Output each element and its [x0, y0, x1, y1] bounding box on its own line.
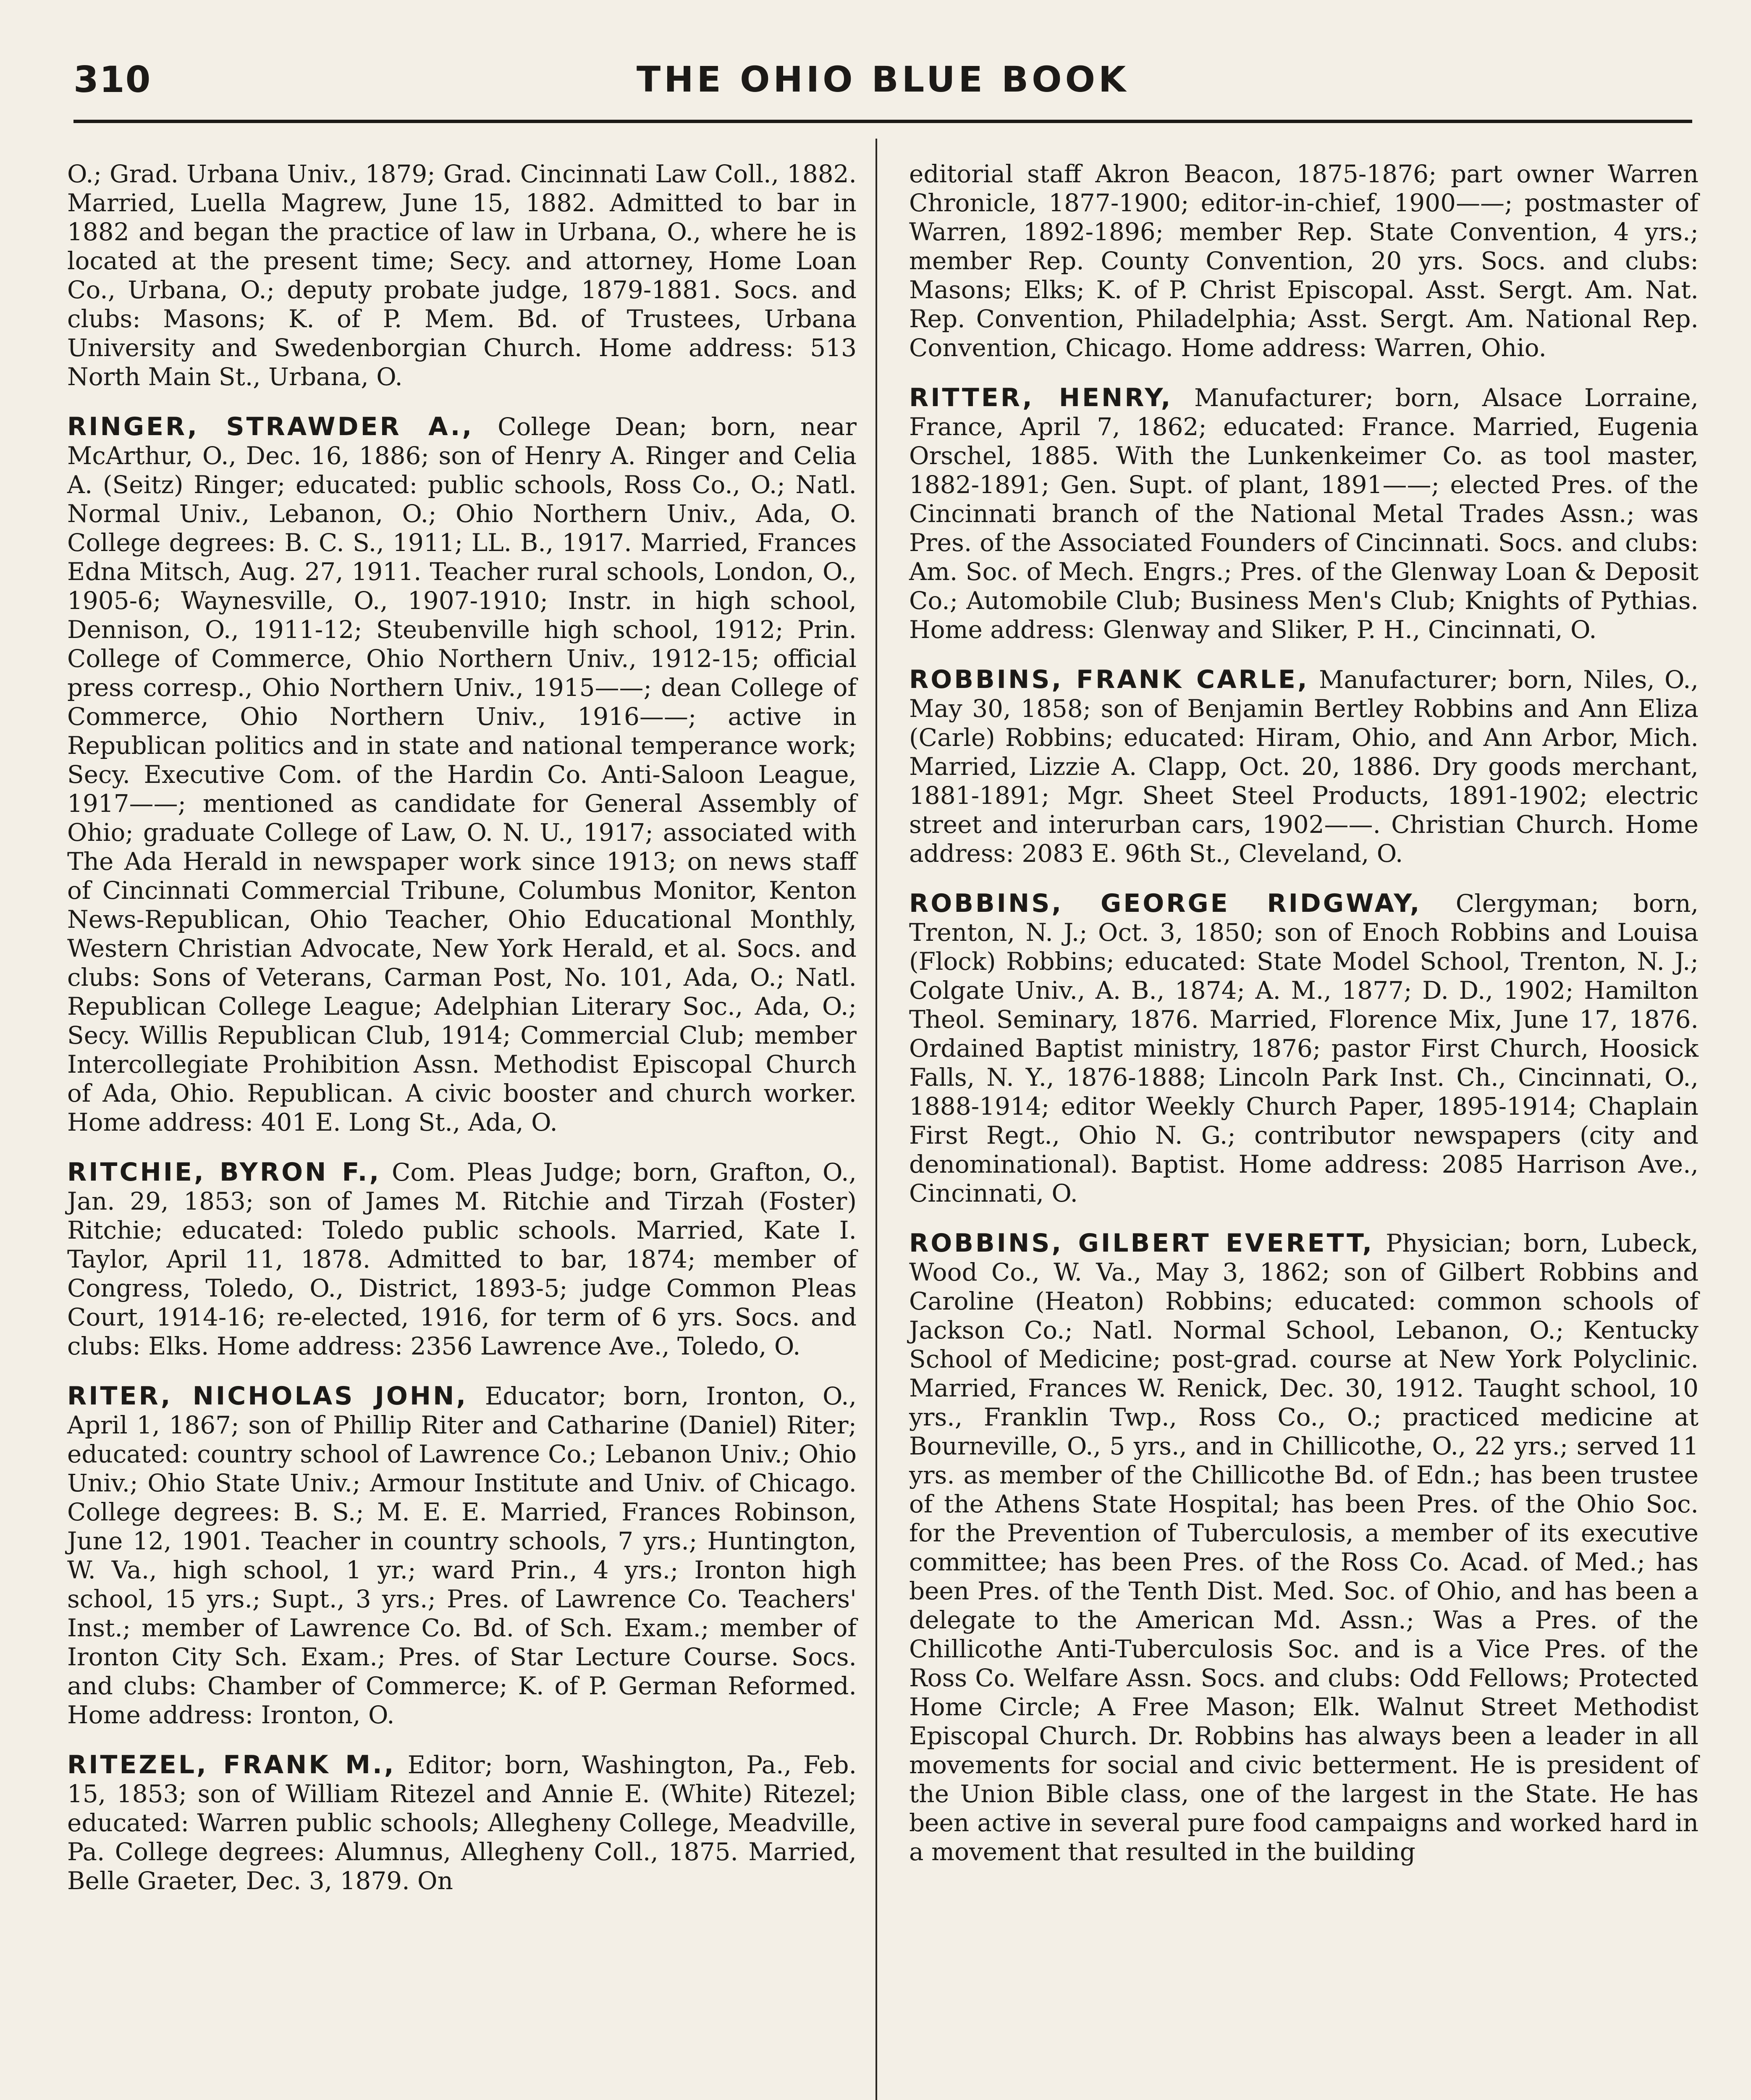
entry-text: Physician; born, Lubeck, Wood Co., W. Va., May 3, 1862; son of Gilbert Robbins and Caroline (Heaton) Robbins; educated: common schools of Jackson Co.; Natl. Normal School, Lebanon, O.; Kentucky School of Medicine; post-grad. course at New York Polyclinic. Married, Frances W. Renick, Dec. 30, 1912. Taught school, 10 yrs., Franklin Twp., Ross Co., O.; practiced medicine at Bourneville, O., 5 yrs., and in Chillicothe, O., 22 yrs.; served 11 yrs. as member of the Chillicothe Bd. of Edn.; has been trustee of the Athens State Hospital; has been Pres. of the Ohio Soc. for the Prevention of Tuberculosis, a member of its executive committee; has been Pres. of the Ross Co. Acad. of Med.; has been Pres. of the Tenth Dist. Med. Soc. of Ohio, and has been a delegate to the American Md. Assn.; Was a Pres. of the Chillicothe Anti-Tuberculosis Soc. and is a Vice Pres. of the Ross Co. Welfare Assn. Socs. and clubs: Odd Fellows; Protected Home Circle; A Free Mason; Elk. Walnut Street Methodist Episcopal Church. Dr. Robbins has always been a leader in all movements for social and civic betterment. He is president of the Union Bible class, one of the largest in the State. He has been active in several pure food campaigns and worked hard in a movement that resulted in the building [909, 1229, 1699, 1866]
entry-text: Manufacturer; born, Niles, O., May 30, 1858; son of Benjamin Bertley Robbins and Ann Eliza (Carle) Robbins; educated: Hiram, Ohio, and Ann Arbor, Mich. Married, Lizzie A. Clapp, Oct. 20, 1886. Dry goods merchant, 1881-1891; Mgr. Sheet Steel Products, 1891-1902; electric street and interurban cars, 1902——. Christian Church. Home address: 2083 E. 96th St., Cleveland, O. [909, 665, 1699, 868]
entry-robbins-george [909, 889, 1699, 1208]
entry-ritter [909, 383, 1699, 644]
page-number: 310 [73, 59, 152, 101]
left-column [67, 160, 857, 1916]
entry-name: ROBBINS, GILBERT EVERETT, [909, 1228, 1374, 1258]
entry-name: RITTER, HENRY, [909, 383, 1173, 412]
entry-name: RITCHIE, BYRON F., [67, 1158, 381, 1187]
entry-text: Manufacturer; born, Alsace Lorraine, France, April 7, 1862; educated: France. Married, Eugenia Orschel, 1885. With the Lunkenkeimer Co. as tool master, 1882-1891; Gen. Supt. of plant, 1891——; elected Pres. of the Cincinnati branch of the National Metal Trades Assn.; was Pres. of the Associated Founders of Cincinnati. Socs. and clubs: Am. Soc. of Mech. Engrs.; Pres. of the Glenway Loan & Deposit Co.; Automobile Club; Business Men's Club; Knights of Pythias. Home address: Glenway and Sliker, P. H., Cincinnati, O. [909, 383, 1699, 644]
entry-riter [67, 1382, 857, 1730]
entry-continuation: editorial staff Akron Beacon, 1875-1876; part owner Warren Chronicle, 1877-1900; editor-in-chief, 1900——; postmaster of Warren, 1892-1896; member Rep. State Convention, 4 yrs.; member Rep. County Convention, 20 yrs. Socs. and clubs: Masons; Elks; K. of P. Christ Episcopal. Asst. Sergt. Am. Nat. Rep. Convention, Philadelphia; Asst. Sergt. Am. National Rep. Convention, Chicago. Home address: Warren, Ohio. [909, 160, 1699, 362]
entry-text: Editor; born, Washington, Pa., Feb. 15, 1853; son of William Ritezel and Annie E. (White) Ritezel; educated: Warren public schools; Allegheny College, Meadville, Pa. College degrees: Alumnus, Allegheny Coll., 1875. Married, Belle Graeter, Dec. 3, 1879. On [67, 1751, 857, 1895]
page-header [73, 59, 1692, 105]
entry-text: Com. Pleas Judge; born, Grafton, O., Jan. 29, 1853; son of James M. Ritchie and Tirzah (Foster) Ritchie; educated: Toledo public schools. Married, Kate I. Taylor, April 11, 1878. Admitted to bar, 1874; member of Congress, Toledo, O., District, 1893-5; judge Common Pleas Court, 1914-16; re-elected, 1916, for term of 6 yrs. Socs. and clubs: Elks. Home address: 2356 Lawrence Ave., Toledo, O. [67, 1158, 857, 1360]
right-column [909, 160, 1699, 1887]
entry-ringer [67, 412, 857, 1137]
column-divider [876, 139, 877, 2100]
entry-name: ROBBINS, FRANK CARLE, [909, 665, 1309, 694]
entry-robbins-gilbert [909, 1229, 1699, 1866]
entry-continuation: O.; Grad. Urbana Univ., 1879; Grad. Cincinnati Law Coll., 1882. Married, Luella Magrew, June 15, 1882. Admitted to bar in 1882 and began the practice of law in Urbana, O., where he is located at the present time; Secy. and attorney, Home Loan Co., Urbana, O.; deputy probate judge, 1879-1881. Socs. and clubs: Masons; K. of P. Mem. Bd. of Trustees, Urbana University and Swedenborgian Church. Home address: 513 North Main St., Urbana, O. [67, 160, 857, 391]
entry-text: Educator; born, Ironton, O., April 1, 1867; son of Phillip Riter and Catharine (Daniel) Riter; educated: country school of Lawrence Co.; Lebanon Univ.; Ohio Univ.; Ohio State Univ.; Armour Institute and Univ. of Chicago. College degrees: B. S.; M. E. E. Married, Frances Robinson, June 12, 1901. Teacher in country schools, 7 yrs.; Huntington, W. Va., high school, 1 yr.; ward Prin., 4 yrs.; Ironton high school, 15 yrs.; Supt., 3 yrs.; Pres. of Lawrence Co. Teachers' Inst.; member of Lawrence Co. Bd. of Sch. Exam.; member of Ironton City Sch. Exam.; Pres. of Star Lecture Course. Socs. and clubs: Chamber of Commerce; K. of P. German Reformed. Home address: Ironton, O. [67, 1382, 857, 1729]
entry-name: RITEZEL, FRANK M., [67, 1750, 396, 1780]
entry-name: RITER, NICHOLAS JOHN, [67, 1381, 468, 1411]
entry-name: RINGER, STRAWDER A., [67, 412, 474, 441]
header-rule [73, 120, 1692, 123]
entry-ritezel [67, 1751, 857, 1895]
entry-text: Clergyman; born, Trenton, N. J.; Oct. 3, 1850; son of Enoch Robbins and Louisa (Flock) Robbins; educated: State Model School, Trenton, N. J.; Colgate Univ., A. B., 1874; A. M., 1877; D. D., 1902; Hamilton Theol. Seminary, 1876. Married, Florence Mix, June 17, 1876. Ordained Baptist ministry, 1876; pastor First Church, Hoosick Falls, N. Y., 1876-1888; Lincoln Park Inst. Ch., Cincinnati, O., 1888-1914; editor Weekly Church Paper, 1895-1914; Chaplain First Regt., Ohio N. G.; contributor newspapers (city and denominational). Baptist. Home address: 2085 Harrison Ave., Cincinnati, O. [909, 889, 1699, 1208]
entry-ritchie [67, 1158, 857, 1361]
entry-name: ROBBINS, GEORGE RIDGWAY, [909, 889, 1422, 918]
entry-robbins-frank [909, 665, 1699, 868]
entry-text: College Dean; born, near McArthur, O., Dec. 16, 1886; son of Henry A. Ringer and Celia A. (Seitz) Ringer; educated: public schools, Ross Co., O.; Natl. Normal Univ., Lebanon, O.; Ohio Northern Univ., Ada, O. College degrees: B. C. S., 1911; LL. B., 1917. Married, Frances Edna Mitsch, Aug. 27, 1911. Teacher rural schools, London, O., 1905-6; Waynesville, O., 1907-1910; Instr. in high school, Dennison, O., 1911-12; Steubenville high school, 1912; Prin. College of Commerce, Ohio Northern Univ., 1912-15; official press corresp., Ohio Northern Univ., 1915——; dean College of Commerce, Ohio Northern Univ., 1916——; active in Republican politics and in state and national temperance work; Secy. Executive Com. of the Hardin Co. Anti-Saloon League, 1917——; mentioned as candidate for General Assembly of Ohio; graduate College of Law, O. N. U., 1917; associated with The Ada Herald in newspaper work since 1913; on news staff of Cincinnati Commercial Tribune, Columbus Monitor, Kenton News-Republican, Ohio Teacher, Ohio Educational Monthly, Western Christian Advocate, New York Herald, et al. Socs. and clubs: Sons of Veterans, Carman Post, No. 101, Ada, O.; Natl. Republican College League; Adelphian Literary Soc., Ada, O.; Secy. Willis Republican Club, 1914; Commercial Club; member Intercollegiate Prohibition Assn. Methodist Episcopal Church of Ada, Ohio. Republican. A civic booster and church worker. Home address: 401 E. Long St., Ada, O. [67, 412, 857, 1137]
running-title: THE OHIO BLUE BOOK [636, 59, 1130, 100]
